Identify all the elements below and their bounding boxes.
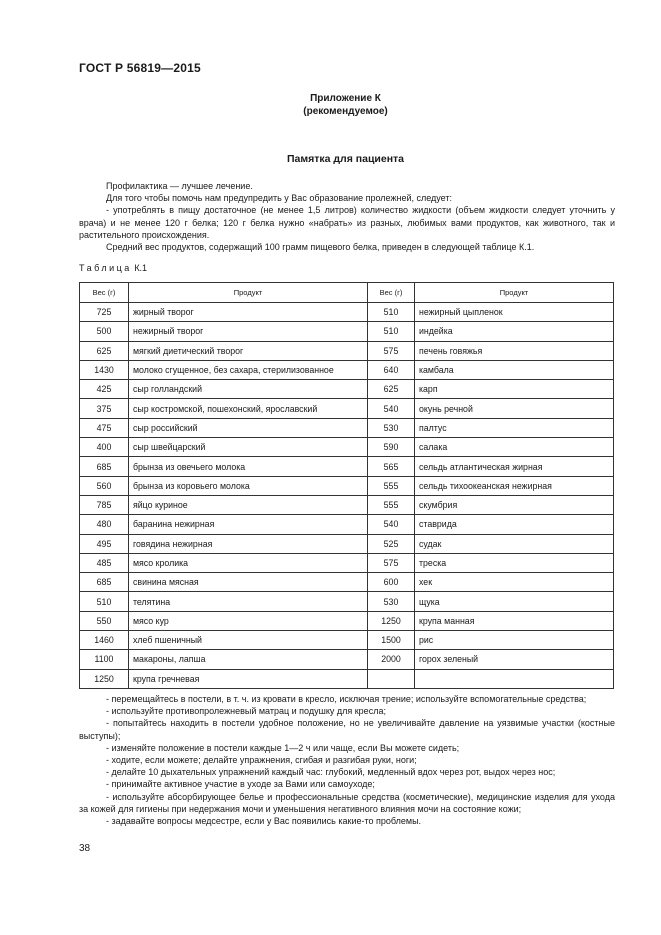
right-product-cell: окунь речной [415, 399, 614, 418]
table-row [80, 476, 614, 495]
memo-title: Памятка для пациента [286, 153, 405, 165]
table-row [80, 495, 614, 514]
right-product-cell: сельдь атлантическая жирная [415, 457, 614, 476]
table-row [80, 669, 614, 688]
left-product-cell: макароны, лапша [129, 650, 368, 669]
right-product-cell: хек [415, 573, 614, 592]
left-weight-cell: 510 [80, 592, 129, 611]
left-product-cell: жирный творог [129, 303, 368, 322]
left-weight-cell: 685 [80, 457, 129, 476]
right-product-cell: печень говяжья [415, 341, 614, 360]
right-weight-cell: 530 [368, 418, 415, 437]
left-product-cell: сыр голландский [129, 380, 368, 399]
right-product-cell: карп [415, 380, 614, 399]
appendix-heading [0, 92, 661, 118]
table-row [80, 303, 614, 322]
recommendation-item: - делайте 10 дыхательных упражнений каждый час: глубокий, медленный вдох через рот, выдох через нос; [106, 767, 556, 778]
right-product-cell: судак [415, 534, 614, 553]
recommendation-item: - используйте абсорбирующее белье и профессиональные средства (косметические), медицинские изделия для ухода за кожей для гигиены при недержания мочи и уменьшения негативного влияния мочи на состояние кожи; [79, 791, 615, 814]
left-product-cell: сыр костромской, пошехонский, ярославский [129, 399, 368, 418]
right-product-cell: палтус [415, 418, 614, 437]
protein-table [79, 282, 614, 689]
right-weight-cell: 510 [368, 303, 415, 322]
right-weight-cell: 555 [368, 476, 415, 495]
header-weight: Вес (г) [368, 283, 415, 303]
recommendation-item: - используйте противопролежневый матрац и подушку для кресла; [106, 706, 386, 717]
standard-header: ГОСТ Р 56819—2015 [79, 61, 201, 75]
intro-paragraph: Профилактика — лучшее лечение. [106, 181, 253, 191]
right-product-cell: скумбрия [415, 495, 614, 514]
table-row [80, 573, 614, 592]
recommendation-item: - попытайтесь находить в постели удобное положение, но не увеличивайте давление на уязвимые участки (костные выступы); [79, 718, 615, 741]
left-product-cell: баранина нежирная [129, 515, 368, 534]
left-product-cell: нежирный творог [129, 322, 368, 341]
left-product-cell: мясо кур [129, 611, 368, 630]
left-weight-cell: 500 [80, 322, 129, 341]
table-row [80, 399, 614, 418]
left-product-cell: брынза из коровьего молока [129, 476, 368, 495]
right-weight-cell: 510 [368, 322, 415, 341]
appendix-title: Приложение К [310, 93, 381, 104]
intro-paragraph: Средний вес продуктов, содержащий 100 грамм пищевого белка, приведен в следующей таблице К.1. [106, 242, 535, 253]
table-caption-prefix: Таблица [79, 263, 132, 273]
right-product-cell: горох зеленый [415, 650, 614, 669]
right-product-cell [415, 669, 614, 688]
right-product-cell: щука [415, 592, 614, 611]
appendix-subtitle: (рекомендуемое) [303, 106, 388, 117]
right-product-cell: индейка [415, 322, 614, 341]
left-weight-cell: 1100 [80, 650, 129, 669]
left-weight-cell: 550 [80, 611, 129, 630]
left-weight-cell: 480 [80, 515, 129, 534]
left-weight-cell: 560 [80, 476, 129, 495]
left-weight-cell: 400 [80, 438, 129, 457]
left-product-cell: брынза из овечьего молока [129, 457, 368, 476]
table-row [80, 631, 614, 650]
right-product-cell: ставрида [415, 515, 614, 534]
table-header-row [80, 283, 614, 303]
right-weight-cell: 590 [368, 438, 415, 457]
table-row [80, 650, 614, 669]
table-row [80, 380, 614, 399]
left-product-cell: сыр российский [129, 418, 368, 437]
left-product-cell: сыр швейцарский [129, 438, 368, 457]
left-product-cell: хлеб пшеничный [129, 631, 368, 650]
right-product-cell: нежирный цыпленок [415, 303, 614, 322]
right-weight-cell: 1500 [368, 631, 415, 650]
right-weight-cell: 575 [368, 553, 415, 572]
left-weight-cell: 485 [80, 553, 129, 572]
left-product-cell: крупа гречневая [129, 669, 368, 688]
table-row [80, 360, 614, 379]
left-weight-cell: 375 [80, 399, 129, 418]
intro-paragraph: - употреблять в пищу достаточное (не менее 1,5 литров) количество жидкости (объем жидкости следует уточнить у врача) и не менее 120 г белка; 120 г белка нужно «набрать» из разных, любимых вами продуктов, как животного, так и растительного происхождения. [79, 205, 615, 240]
right-weight-cell: 2000 [368, 650, 415, 669]
header-weight: Вес (г) [80, 283, 129, 303]
page-number: 38 [79, 843, 91, 854]
header-product: Продукт [415, 283, 614, 303]
right-product-cell: треска [415, 553, 614, 572]
left-product-cell: мягкий диетический творог [129, 341, 368, 360]
right-product-cell: крупа манная [415, 611, 614, 630]
table-row [80, 438, 614, 457]
table-row [80, 418, 614, 437]
right-weight-cell: 1250 [368, 611, 415, 630]
left-weight-cell: 785 [80, 495, 129, 514]
left-product-cell: мясо кролика [129, 553, 368, 572]
table-row [80, 322, 614, 341]
right-weight-cell: 575 [368, 341, 415, 360]
right-weight-cell: 540 [368, 399, 415, 418]
left-product-cell: телятина [129, 592, 368, 611]
table-row [80, 515, 614, 534]
right-weight-cell: 530 [368, 592, 415, 611]
left-product-cell: яйцо куриное [129, 495, 368, 514]
right-weight-cell: 565 [368, 457, 415, 476]
recommendation-item: - перемещайтесь в постели, в т. ч. из кровати в кресло, исключая трение; используйте вспомогательные средства; [106, 694, 587, 704]
recommendation-item: - изменяйте положение в постели каждые 1—2 ч или чаще, если Вы можете сидеть; [106, 742, 460, 753]
right-weight-cell: 640 [368, 360, 415, 379]
table-row [80, 534, 614, 553]
right-weight-cell: 525 [368, 534, 415, 553]
right-weight-cell [368, 669, 415, 688]
recommendation-item: - ходите, если можете; делайте упражнения, сгибая и разгибая руки, ноги; [106, 755, 417, 766]
left-weight-cell: 495 [80, 534, 129, 553]
recommendations [79, 693, 615, 827]
table-row [80, 592, 614, 611]
right-product-cell: рис [415, 631, 614, 650]
table-row [80, 341, 614, 360]
left-weight-cell: 475 [80, 418, 129, 437]
intro-text [79, 180, 615, 253]
left-weight-cell: 1250 [80, 669, 129, 688]
table-row [80, 457, 614, 476]
left-weight-cell: 685 [80, 573, 129, 592]
right-weight-cell: 600 [368, 573, 415, 592]
table-row [80, 553, 614, 572]
left-product-cell: молоко сгущенное, без сахара, стерилизованное [129, 360, 368, 379]
recommendation-item: - задавайте вопросы медсестре, если у Вас появились какие-то проблемы. [106, 816, 422, 827]
left-weight-cell: 1430 [80, 360, 129, 379]
intro-paragraph: Для того чтобы помочь нам предупредить у Вас образование пролежней, следует: [106, 193, 453, 204]
table-body [80, 303, 614, 689]
table-caption-number: К.1 [134, 263, 148, 273]
left-weight-cell: 725 [80, 303, 129, 322]
right-weight-cell: 625 [368, 380, 415, 399]
table-row [80, 611, 614, 630]
header-product: Продукт [129, 283, 368, 303]
right-product-cell: камбала [415, 360, 614, 379]
right-weight-cell: 555 [368, 495, 415, 514]
left-product-cell: говядина нежирная [129, 534, 368, 553]
left-product-cell: свинина мясная [129, 573, 368, 592]
left-weight-cell: 1460 [80, 631, 129, 650]
right-product-cell: сельдь тихоокеанская нежирная [415, 476, 614, 495]
table-caption [79, 263, 147, 273]
right-weight-cell: 540 [368, 515, 415, 534]
right-product-cell: салака [415, 438, 614, 457]
left-weight-cell: 625 [80, 341, 129, 360]
recommendation-item: - принимайте активное участие в уходе за Вами или самоуходе; [106, 779, 375, 790]
left-weight-cell: 425 [80, 380, 129, 399]
